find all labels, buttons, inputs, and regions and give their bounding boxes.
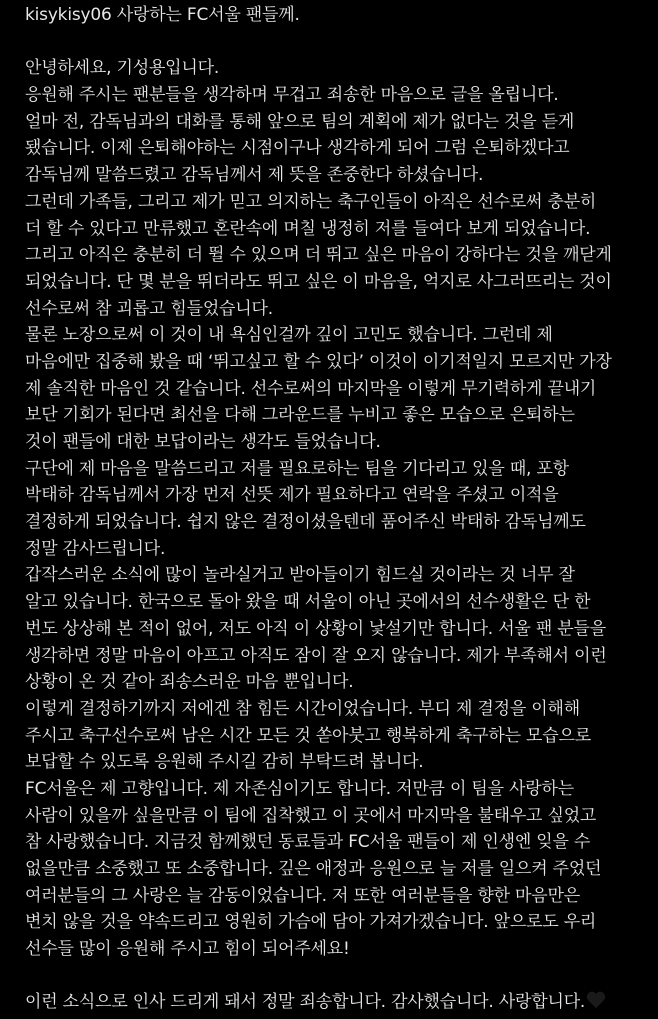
- closing-text: 이런 소식으로 인사 드리게 돼서 정말 죄송합니다. 감사했습니다. 사랑합니다.: [25, 992, 586, 1013]
- text-line: 되었습니다. 단 몇 분을 뛰더라도 뛰고 싶은 이 마음을, 억지로 사그러뜨리는 것이: [25, 271, 612, 292]
- text-line: 것이 팬들에 대한 보답이라는 생각도 들었습니다.: [25, 432, 381, 452]
- text-line: 생각하면 정말 마음이 아프고 아직도 잠이 잘 오지 않습니다. 제가 부족해서 이런: [25, 645, 607, 666]
- text-line: 번도 상상해 본 적이 없어, 저도 아직 이 상황이 낯설기만 합니다. 서울 팬 분들을: [25, 618, 606, 639]
- text-line: 그리고 아직은 충분히 더 뛸 수 있으며 더 뛰고 싶은 마음이 강하다는 것을 깨닫게: [25, 245, 612, 266]
- text-line: 구단에 제 마음을 말씀드리고 저를 필요로하는 팀을 기다리고 있을 때, 포항: [25, 458, 569, 479]
- text-line: 없을만큼 소중했고 또 소중합니다. 깊은 애정과 응원으로 늘 저를 일으켜 주었던: [25, 859, 602, 879]
- text-line: 보단 기회가 된다면 최선을 다해 그라운드를 누비고 좋은 모습으로 은퇴하는: [25, 405, 575, 426]
- post-heading: kisykisy06 사랑하는 FC서울 팬들께.: [25, 5, 300, 25]
- text-line: 박태하 감독님께서 가장 먼저 선뜻 제가 필요하다고 연락을 주셨고 이적을: [25, 485, 559, 506]
- blank-line: [25, 963, 658, 990]
- text-line: 더 할 수 있다고 만류했고 혼란속에 며칠 냉정히 저를 들여다 보게 되었습니다.: [25, 218, 591, 239]
- black-heart-icon: [586, 992, 606, 1010]
- text-line: 제 솔직한 마음인 것 같습니다. 선수로써의 마지막을 이렇게 무기력하게 끝내기: [25, 378, 597, 399]
- text-line: 정말 감사드립니다.: [25, 538, 166, 559]
- text-line: 보답할 수 있도록 응원해 주시길 감히 부탁드려 봅니다.: [25, 752, 424, 773]
- text-line: 알고 있습니다. 한국으로 돌아 왔을 때 서울이 아닌 곳에서의 선수생활은 단 한: [25, 592, 591, 613]
- text-line: 안녕하세요, 기성용입니다.: [25, 58, 220, 79]
- text-line: 여러분들의 그 사랑은 늘 감동이었습니다. 저 또한 여러분들을 향한 마음만은: [25, 885, 580, 906]
- text-line: 물론 노장으로써 이 것이 내 욕심인걸까 깊이 고민도 했습니다. 그런데 제: [25, 325, 553, 346]
- text-line: 이렇게 결정하기까지 저에겐 참 힘든 시간이었습니다. 부디 제 결정을 이해해: [25, 698, 580, 719]
- text-line: 주시고 축구선수로써 남은 시간 모든 것 쏟아붓고 행복하게 축구하는 모습으로: [25, 725, 591, 746]
- text-line: 선수들 많이 응원해 주시고 힘이 되어주세요!: [25, 939, 350, 960]
- text-line: 그런데 가족들, 그리고 제가 믿고 의지하는 축구인들이 아직은 선수로써 충분히: [25, 191, 597, 212]
- text-line: 변치 않을 것을 약속드리고 영원히 가슴에 담아 가져가겠습니다. 앞으로도 우리: [25, 912, 597, 933]
- text-line: 결정하게 되었습니다. 쉽지 않은 결정이셨을텐데 품어주신 박태하 감독님께도: [25, 512, 586, 533]
- text-line: FC서울은 제 고향입니다. 제 자존심이기도 합니다. 저만큼 이 팀을 사랑하는: [25, 778, 574, 799]
- closing-line: [25, 989, 658, 1016]
- text-line: 마음에만 집중해 봤을 때 ‘뛰고싶고 할 수 있다’ 이것이 이기적일지 모르지만 가장: [25, 351, 612, 372]
- text-line: 상황이 온 것 같아 죄송스러운 마음 뿐입니다.: [25, 672, 354, 693]
- blank-line: [25, 29, 658, 56]
- text-line: 얼마 전, 감독님과의 대화를 통해 앞으로 팀의 계획에 제가 없다는 것을 듣게: [25, 111, 575, 132]
- post-body: [25, 2, 658, 1016]
- text-line: 응원해 주시는 팬분들을 생각하며 무겁고 죄송한 마음으로 글을 올립니다.: [25, 85, 559, 106]
- text-line: 감독님께 말씀드렸고 감독님께서 제 뜻을 존중한다 하셨습니다.: [25, 165, 484, 186]
- text-line: 됐습니다. 이제 은퇴해야하는 시점이구나 생각하게 되어 그럼 은퇴하겠다고: [25, 138, 570, 159]
- text-line: 갑작스러운 소식에 많이 놀라실거고 받아들이기 힘드실 것이라는 것 너무 잘: [25, 565, 575, 586]
- text-line: 선수로써 참 괴롭고 힘들었습니다.: [25, 298, 273, 319]
- text-line: 참 사랑했습니다. 지금것 함께했던 동료들과 FC서울 팬들이 제 인생엔 잊을 수: [25, 832, 591, 853]
- text-line: 사람이 있을까 싶을만큼 이 팀에 집착했고 이 곳에서 마지막을 불태우고 싶었고: [25, 805, 597, 826]
